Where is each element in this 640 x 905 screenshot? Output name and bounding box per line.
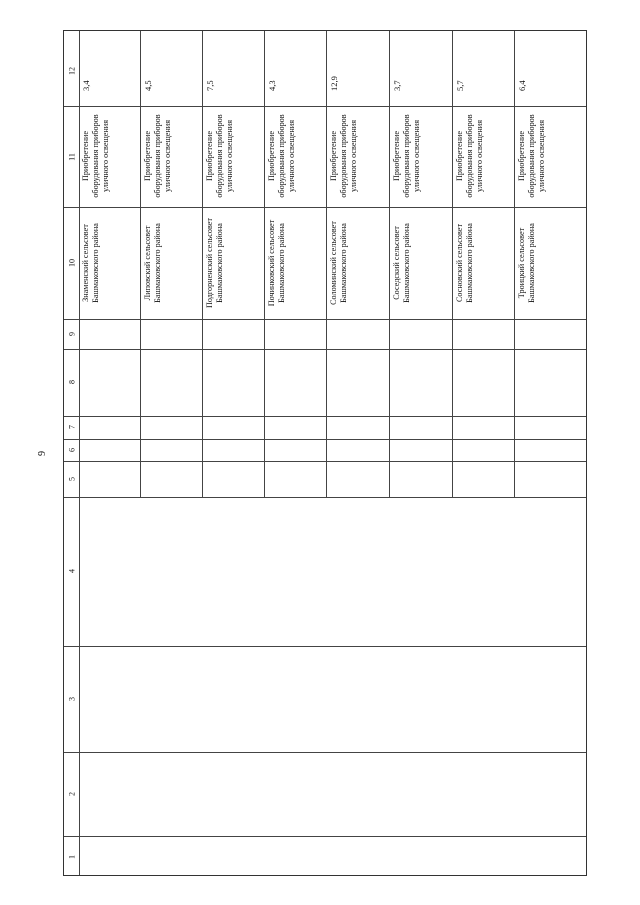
grid-line	[64, 439, 586, 440]
grid-line	[64, 349, 586, 350]
grid-line	[64, 319, 586, 320]
column-number: 5	[67, 477, 77, 481]
grid-line	[64, 646, 586, 647]
grid-line	[64, 836, 586, 837]
grid-line	[64, 416, 586, 417]
column-number: 3	[67, 697, 77, 701]
amount-cell: 4,3	[267, 80, 277, 91]
purpose-cell: Приобретение оборудования приборов уличного освещения	[267, 114, 297, 198]
column-number: 11	[67, 153, 77, 161]
purpose-cell: Приобретение оборудования приборов уличного освещения	[329, 114, 359, 198]
column-number: 8	[67, 380, 77, 384]
council-cell: Троицкий сельсовет Башмаковского района	[517, 223, 537, 303]
purpose-cell: Приобретение оборудования приборов уличного освещения	[143, 114, 173, 198]
purpose-cell: Приобретение оборудования приборов уличного освещения	[392, 114, 422, 198]
page-number: 9	[37, 451, 48, 456]
council-cell: Соседский сельсовет Башмаковского района	[392, 223, 412, 303]
grid-line	[64, 106, 586, 107]
grid-line	[79, 31, 80, 875]
column-number: 6	[67, 448, 77, 452]
rotated-table	[63, 30, 587, 876]
amount-cell: 7,5	[205, 80, 215, 91]
row-separator	[514, 31, 515, 497]
purpose-cell: Приобретение оборудования приборов уличного освещения	[205, 114, 235, 198]
council-cell: Липовский сельсовет Башмаковского района	[143, 223, 163, 303]
column-number: 1	[67, 855, 77, 859]
row-separator	[452, 31, 453, 497]
column-number: 9	[67, 332, 77, 336]
column-number: 7	[67, 425, 77, 429]
amount-cell: 3,4	[81, 80, 91, 91]
column-number: 10	[67, 259, 77, 267]
council-cell: Соломинский сельсовет Башмаковского района	[329, 221, 349, 305]
row-separator	[140, 31, 141, 497]
amount-cell: 4,5	[143, 80, 153, 91]
council-cell: Подгорненский сельсовет Башмаковского района	[205, 217, 225, 309]
grid-line	[64, 207, 586, 208]
row-separator	[389, 31, 390, 497]
council-cell: Сосновский сельсовет Башмаковского района	[455, 223, 475, 303]
column-number: 4	[67, 569, 77, 573]
purpose-cell: Приобретение оборудования приборов уличного освещения	[517, 114, 547, 198]
amount-cell: 3,7	[392, 80, 402, 91]
amount-cell: 12,9	[329, 76, 339, 91]
purpose-cell: Приобретение оборудования приборов уличного освещения	[455, 114, 485, 198]
column-number: 12	[67, 67, 77, 75]
grid-line	[64, 752, 586, 753]
amount-cell: 6,4	[517, 80, 527, 91]
row-separator	[202, 31, 203, 497]
grid-line	[64, 461, 586, 462]
purpose-cell: Приобретение оборудования приборов уличного освещения	[81, 114, 111, 198]
amount-cell: 5,7	[455, 80, 465, 91]
council-cell: Починковский сельсовет Башмаковского района	[267, 219, 287, 307]
row-separator	[264, 31, 265, 497]
row-separator	[326, 31, 327, 497]
council-cell: Знаменский сельсовет Башмаковского района	[81, 223, 101, 303]
grid-line	[64, 497, 586, 498]
column-number: 2	[67, 792, 77, 796]
